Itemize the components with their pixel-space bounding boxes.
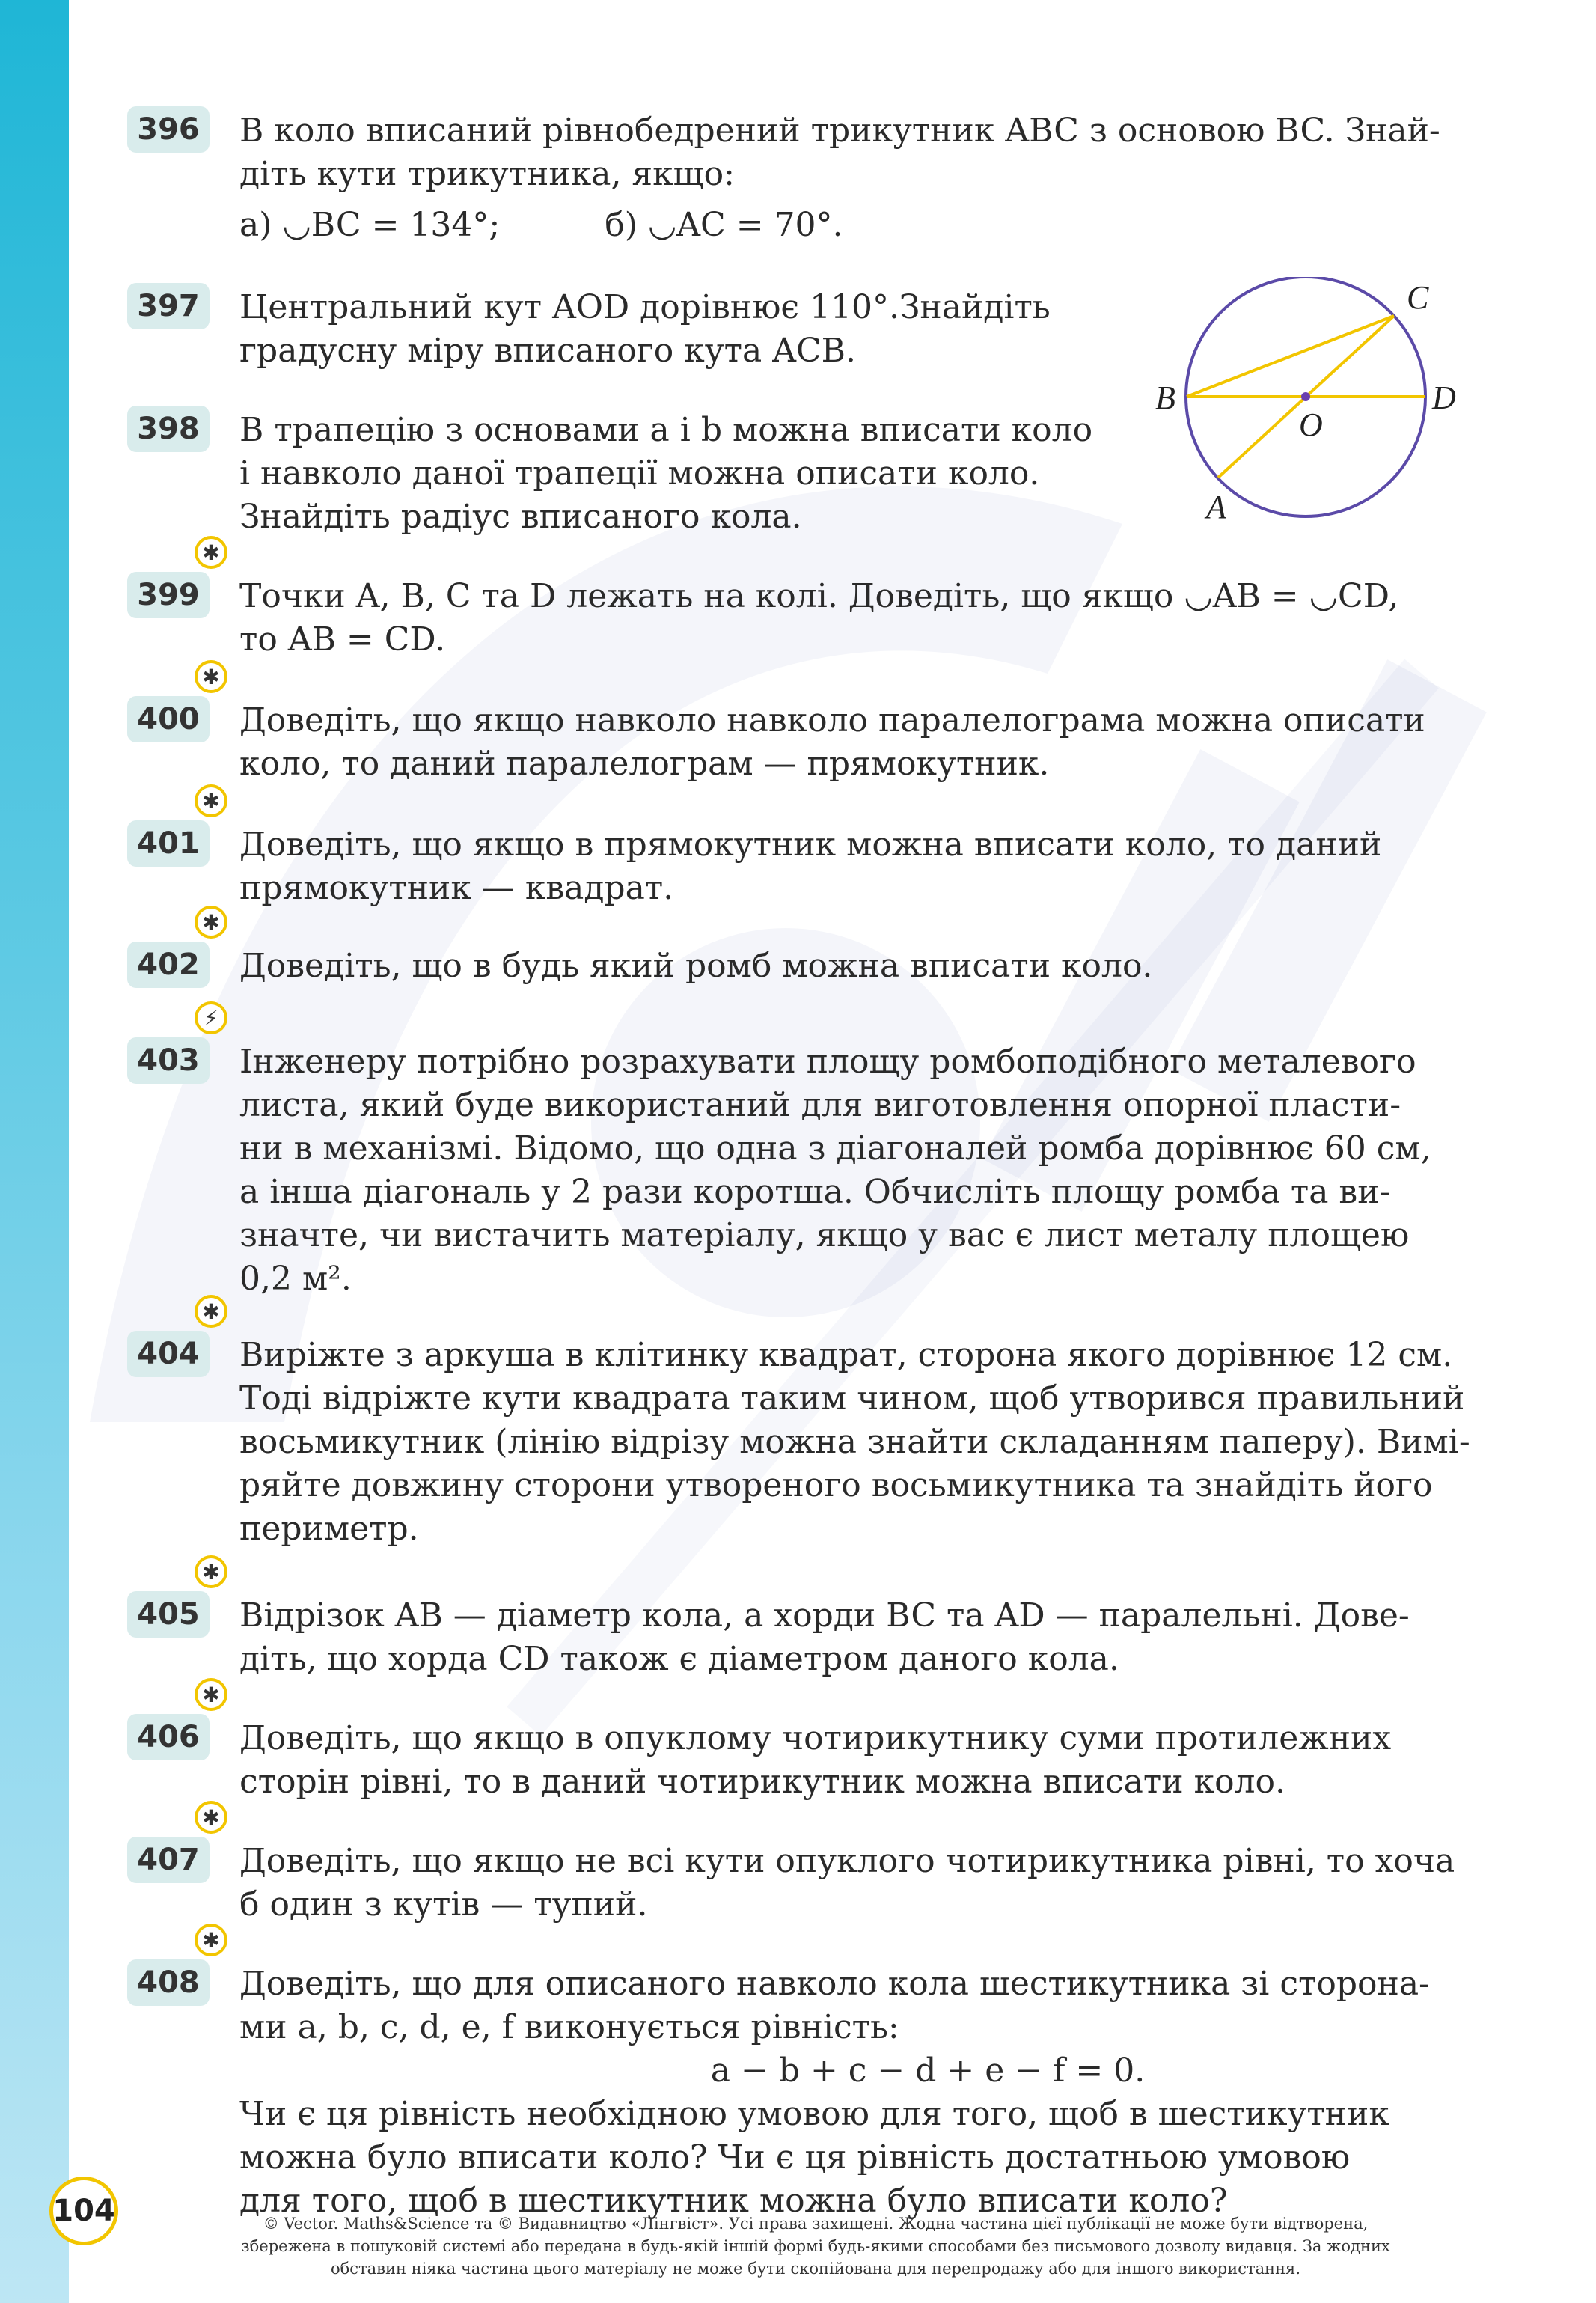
problem-text-line: то AB = CD.	[239, 620, 446, 659]
problem-text-line: діть кути трикутника, якщо:	[239, 155, 735, 193]
problem-text-line: Точки A, B, C та D лежать на колі. Доведіть, що якщо ◡AB = ◡CD,	[239, 577, 1399, 615]
problem-text-line: Відрізок AB — діаметр кола, а хорди BC та AD — паралельні. Дове-	[239, 1596, 1410, 1635]
copyright-notice	[112, 2212, 1519, 2280]
circle-figure	[1137, 277, 1467, 531]
option-a: а) ◡BC = 134°;	[239, 206, 501, 244]
label-c: C	[1407, 279, 1429, 316]
problem-text-line: Знайдіть радіус вписаного кола.	[239, 498, 802, 536]
problem-number: 400	[127, 696, 210, 742]
problem-number: 407	[127, 1837, 210, 1883]
problem-text-line: і навколо даної трапеції можна описати коло.	[239, 454, 1040, 492]
problem-text-line: прямокутник — квадрат.	[239, 869, 674, 907]
chord-bc	[1187, 316, 1394, 397]
problem-text-line: градусну міру вписаного кута ACB.	[239, 332, 856, 370]
problem-number: 402	[127, 942, 210, 988]
problem-text-line: б один з кутів — тупий.	[239, 1885, 648, 1924]
problem-text-line: ряйте довжину сторони утвореного восьмикутника та знайдіть його	[239, 1466, 1433, 1504]
problem-text-line: В коло вписаний рівнобедрений трикутник ABC з основою BC. Знай-	[239, 112, 1440, 150]
star-icon: ✱	[195, 1555, 227, 1588]
problem-text-line: Доведіть, що якщо в опуклому чотирикутнику суми протилежних	[239, 1719, 1392, 1757]
problem-number: 406	[127, 1714, 210, 1760]
problem-text-line: ни в механізмі. Відомо, що одна з діагоналей ромба дорівнює 60 см,	[239, 1129, 1431, 1168]
label-o: O	[1299, 406, 1323, 443]
star-icon: ✱	[195, 1924, 227, 1956]
star-icon: ✱	[195, 1801, 227, 1834]
problem-text-line: Доведіть, що в будь який ромб можна вписати коло.	[239, 947, 1153, 985]
problem-number: 408	[127, 1959, 210, 2006]
problem-text-line: коло, то даний паралелограм — прямокутник.	[239, 745, 1050, 783]
problem-text-line: сторін рівні, то в даний чотирикутник можна вписати коло.	[239, 1763, 1285, 1801]
copyright-line: збережена в пошуковій системі або передана в будь-якій іншій формі будь-якими способами без письмового дозволу видавця. За жодних	[241, 2237, 1390, 2255]
problem-text-line: листа, який буде використаний для виготовлення опорної пласти-	[239, 1086, 1401, 1124]
problem-text-line: Чи є ця рівність необхідною умовою для того, щоб в шестикутник	[239, 2095, 1389, 2133]
problem-text-line: 0,2 м².	[239, 1260, 352, 1298]
problem-number: 397	[127, 283, 210, 329]
problem-text-line: а інша діагональ у 2 рази коротша. Обчисліть площу ромба та ви-	[239, 1173, 1391, 1211]
problem-number: 405	[127, 1591, 210, 1638]
problem-text-line: Інженеру потрібно розрахувати площу ромбоподібного металевого	[239, 1043, 1416, 1081]
problem-text-line: В трапецію з основами a і b можна вписати коло	[239, 411, 1093, 449]
problem-text-line: можна було вписати коло? Чи є ця рівність достатньою умовою	[239, 2138, 1351, 2177]
problem-text-line: Доведіть, що для описаного навколо кола шестикутника зі сторона-	[239, 1965, 1430, 2003]
problem-text-line: Центральний кут AOD дорівнює 110°.Знайдіть	[239, 288, 1051, 326]
label-d: D	[1432, 379, 1456, 416]
label-b: B	[1155, 379, 1175, 416]
problem-number: 398	[127, 406, 210, 452]
problem-text-line: Тоді відріжте кути квадрата таким чином, щоб утворився правильний	[239, 1379, 1465, 1418]
problem-number: 404	[127, 1331, 210, 1377]
equation: a − b + c − d + e − f = 0.	[710, 2052, 1146, 2090]
center-point	[1301, 392, 1310, 401]
lightning-icon: ⚡	[195, 1001, 227, 1034]
problem-number: 401	[127, 820, 210, 867]
problem-text-line: Доведіть, що якщо не всі кути опуклого чотирикутника рівні, то хоча	[239, 1842, 1455, 1880]
problem-number: 396	[127, 106, 210, 153]
copyright-line: © Vector. Maths&Science та © Видавництво «Лінгвіст». Усі права захищені. Жодна частина цієї публікації не може бути відтворена,	[263, 2215, 1369, 2233]
option-b: б) ◡AC = 70°.	[605, 206, 843, 244]
star-icon: ✱	[195, 1295, 227, 1328]
problem-number: 399	[127, 572, 210, 618]
problem-text-line: восьмикутник (лінію відрізу можна знайти складанням паперу). Вимі-	[239, 1423, 1470, 1461]
problem-text-line: Виріжте з аркуша в клітинку квадрат, сторона якого дорівнює 12 см.	[239, 1336, 1453, 1374]
problem-number: 403	[127, 1037, 210, 1084]
star-icon: ✱	[195, 660, 227, 693]
problem-text-line: для того, щоб в шестикутник можна було вписати коло?	[239, 2182, 1228, 2220]
star-icon: ✱	[195, 1678, 227, 1711]
problem-text-line: ми a, b, c, d, e, f виконується рівність:	[239, 2008, 899, 2046]
label-a: A	[1206, 489, 1226, 525]
problem-text-line: діть, що хорда CD також є діаметром даного кола.	[239, 1640, 1119, 1678]
side-color-stripe	[0, 0, 69, 2303]
problem-text-line: значте, чи вистачить матеріалу, якщо у вас є лист металу площею	[239, 1216, 1410, 1254]
page-number: 104	[49, 2177, 118, 2245]
star-icon: ✱	[195, 536, 227, 569]
problem-text-line: Доведіть, що якщо в прямокутник можна вписати коло, то даний	[239, 826, 1382, 864]
problem-text-line: периметр.	[239, 1510, 419, 1548]
copyright-line: обставин ніяка частина цього матеріалу не може бути скопійована для перепродажу або для іншого використання.	[330, 2260, 1301, 2278]
star-icon: ✱	[195, 906, 227, 939]
star-icon: ✱	[195, 784, 227, 817]
problem-text-line: Доведіть, що якщо навколо навколо паралелограма можна описати	[239, 701, 1425, 739]
